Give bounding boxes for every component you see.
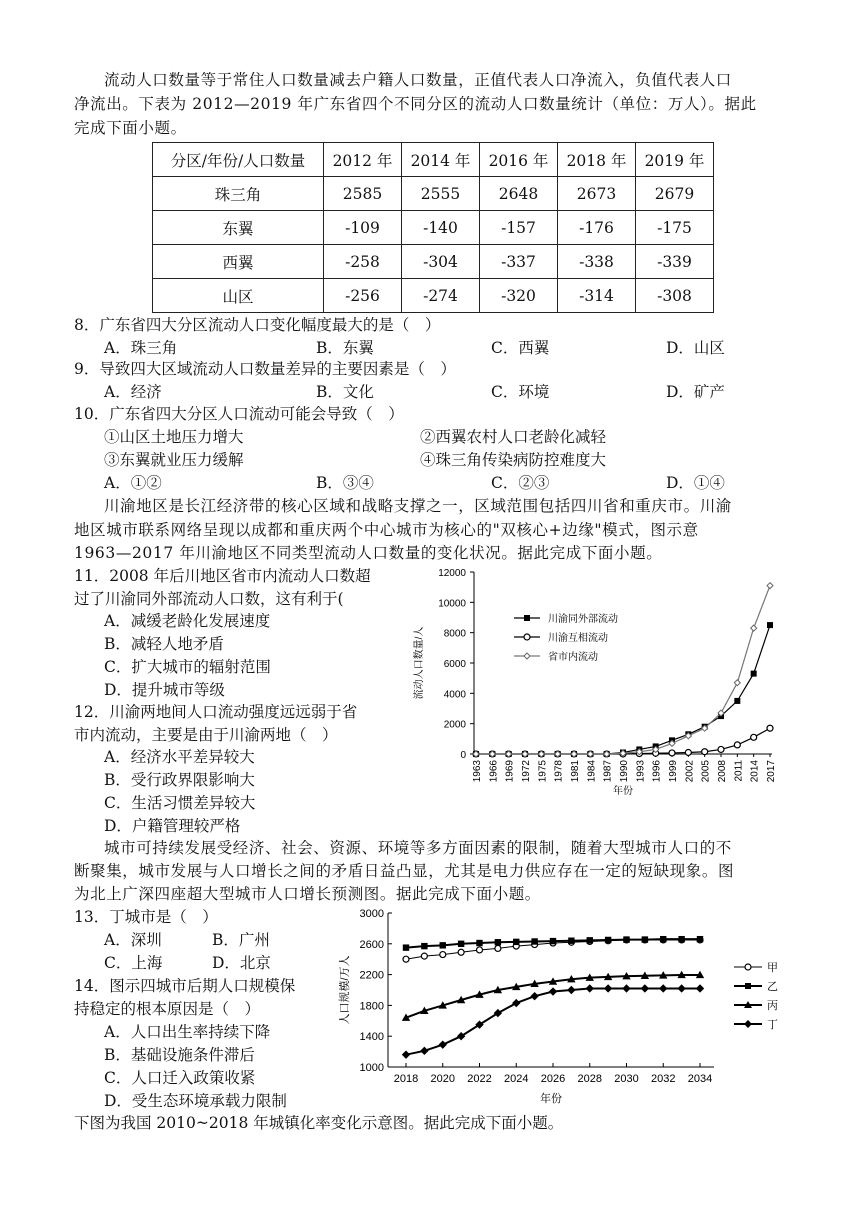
migration-line-chart: [388, 560, 788, 800]
q9-option-c: C．环境: [491, 383, 550, 401]
x-tick-label: 1996: [651, 760, 663, 783]
x-tick-label: 2002: [684, 760, 696, 783]
q10-item-4: ④珠三角传染病防控难度大: [420, 451, 607, 469]
q8-option-a: A．珠三角: [104, 339, 178, 357]
x-axis-title: 年份: [613, 786, 633, 797]
q13-option-a: A．深圳: [104, 931, 162, 949]
data-point: [642, 936, 648, 942]
data-point: [403, 956, 409, 962]
table-cell: 2585: [324, 177, 402, 211]
q14-option-a: A．人口出生率持续下降: [104, 1023, 271, 1041]
x-tick-label: 2028: [577, 1073, 602, 1085]
data-point: [751, 734, 757, 740]
q10-option-c: C．②③: [491, 474, 550, 492]
q11-option-d: D．提升城市等级: [104, 681, 225, 699]
data-point: [669, 750, 675, 756]
y-tick-label: 3000: [359, 908, 384, 920]
y-tick-label: 1000: [359, 1062, 384, 1074]
table-header: 2018 年: [558, 143, 636, 177]
table-cell: -304: [402, 245, 480, 279]
legend-marker: [524, 653, 530, 659]
table-cell: -339: [636, 245, 714, 279]
data-point: [549, 987, 557, 995]
y-tick-label: 6000: [443, 659, 466, 670]
x-tick-label: 1978: [553, 760, 565, 783]
data-point: [586, 984, 594, 992]
q12-option-c: C．生活习惯差异较大: [104, 794, 256, 812]
q8-option-b: B．东翼: [316, 339, 374, 357]
series-line: [476, 586, 770, 754]
y-tick-label: 4000: [443, 689, 466, 701]
data-point: [605, 937, 611, 943]
legend-marker: [744, 1020, 752, 1028]
data-point: [530, 992, 538, 1000]
table-row: [153, 211, 714, 245]
table-cell: -308: [636, 279, 714, 313]
table-header: 2019 年: [636, 143, 714, 177]
intro3-line3: 为北上广深四座超大型城市人口增长预测图。据此完成下面小题。: [74, 885, 541, 903]
data-point: [767, 622, 773, 628]
table-cell: -176: [558, 211, 636, 245]
table-cell: 2648: [480, 177, 558, 211]
x-tick-label: 1981: [570, 760, 581, 783]
data-point: [567, 986, 575, 994]
data-point: [751, 671, 757, 677]
q9-stem: 9．导致四大区域流动人口数量差异的主要因素是（ ）: [74, 360, 456, 378]
y-tick-label: 2600: [359, 938, 384, 951]
table-row: [153, 245, 714, 279]
x-tick-label: 2017: [766, 760, 777, 783]
x-tick-label: 1969: [504, 760, 516, 783]
data-point: [531, 938, 537, 944]
data-point: [751, 625, 757, 631]
q12-option-d: D．户籍管理较严格: [104, 817, 241, 835]
data-point: [734, 698, 740, 704]
intro2-line3: 1963—2017 年川渝地区不同类型流动人口数量的变化状况。据此完成下面小题。: [74, 544, 663, 562]
q14-stem-line2: 持稳定的根本原因是（ ）: [74, 1000, 261, 1018]
table-cell: 珠三角: [153, 177, 324, 211]
data-point: [678, 936, 684, 942]
legend-label: 丁: [767, 1019, 778, 1031]
q10-item-3: ③东翼就业压力缓解: [104, 451, 244, 469]
data-point: [458, 941, 464, 947]
data-point: [734, 742, 740, 748]
intro1-line2: 净流出。下表为 2012—2019 年广东省四个不同分区的流动人口数量统计（单位：万人）。据此: [74, 95, 757, 113]
data-point: [513, 939, 519, 945]
table-header: 2014 年: [402, 143, 480, 177]
q8-stem: 8．广东省四大分区流动人口变化幅度最大的是（ ）: [74, 316, 441, 334]
data-point: [550, 938, 556, 944]
table-cell: -338: [558, 245, 636, 279]
y-tick-label: 1800: [359, 1000, 384, 1013]
q11-option-a: A．减缓老龄化发展速度: [104, 612, 271, 630]
table-cell: 山区: [153, 279, 324, 313]
table-cell: -140: [402, 211, 480, 245]
q14-option-c: C．人口迁入政策收紧: [104, 1069, 256, 1087]
q10-option-b: B．③④: [316, 474, 374, 492]
legend-marker: [745, 964, 751, 970]
q12-stem-line2: 市内流动，主要是由于川渝两地（ ）: [74, 726, 338, 744]
data-point: [734, 680, 740, 686]
legend-marker: [524, 634, 530, 640]
x-tick-label: 2005: [700, 760, 712, 783]
legend-label: 乙: [767, 981, 778, 993]
data-point: [568, 938, 574, 944]
data-point: [677, 984, 685, 992]
data-point: [439, 1040, 447, 1048]
q9-option-b: B．文化: [316, 383, 374, 401]
x-tick-label: 1972: [521, 760, 532, 783]
y-tick-label: 12000: [438, 568, 466, 579]
data-point: [476, 940, 482, 946]
data-point: [767, 583, 773, 589]
series-line: [476, 625, 770, 754]
table-cell: -109: [324, 211, 402, 245]
data-point: [641, 984, 649, 992]
y-tick-label: 2200: [359, 969, 384, 982]
table-cell: 西翼: [153, 245, 324, 279]
q12-stem-line1: 12．川渝两地间人口流动强度远远弱于省: [74, 703, 358, 721]
table-cell: 2673: [558, 177, 636, 211]
x-tick-label: 2022: [467, 1073, 492, 1085]
x-tick-label: 1993: [635, 760, 647, 783]
y-axis-title: 人口规模/万人: [339, 955, 351, 1025]
q11-stem-line2: 过了川渝同外部流动人口数，这有利于(: [74, 590, 344, 608]
x-tick-label: 1987: [602, 760, 614, 783]
intro2-line2: 地区城市联系网络呈现以成都和重庆两个中心城市为核心的"双核心+边缘"模式，图示意: [74, 521, 699, 539]
data-point: [659, 984, 667, 992]
data-point: [696, 984, 704, 992]
x-tick-label: 2014: [749, 760, 761, 783]
intro1-line1: 流动人口数量等于常住人口数量减去户籍人口数量，正值代表人口净流入，负值代表人口: [104, 71, 732, 89]
data-point: [440, 952, 446, 958]
intro3-line2: 断聚集，城市发展与人口增长之间的矛盾日益凸显，尤其是电力供应存在一定的短缺现象。图: [74, 862, 735, 880]
data-point: [697, 936, 703, 942]
table-header: 2016 年: [480, 143, 558, 177]
series-line: [406, 988, 700, 1054]
table-header-row: [153, 143, 714, 177]
y-tick-label: 0: [460, 750, 466, 761]
data-point: [718, 746, 724, 752]
q14-option-b: B．基础设施条件滞后: [104, 1046, 255, 1064]
q10-item-1: ①山区土地压力增大: [104, 428, 244, 446]
x-tick-label: 2011: [733, 760, 745, 782]
x-tick-label: 2020: [430, 1073, 455, 1085]
legend-label: 甲: [767, 962, 778, 974]
q8-option-c: C．西翼: [491, 339, 550, 357]
table-cell: 2679: [636, 177, 714, 211]
y-tick-label: 8000: [443, 628, 466, 640]
data-point: [767, 725, 773, 731]
q9-option-a: A．经济: [104, 383, 162, 401]
legend-label: 省市内流动: [548, 652, 598, 663]
y-tick-label: 10000: [438, 598, 466, 610]
q11-stem-line1: 11．2008 年后川地区省市内流动人口数超: [74, 567, 371, 585]
data-point: [458, 949, 464, 955]
x-tick-label: 2018: [393, 1073, 419, 1085]
table-cell: -175: [636, 211, 714, 245]
q11-option-c: C．扩大城市的辐射范围: [104, 658, 271, 676]
x-tick-label: 2008: [717, 760, 728, 783]
q12-option-b: B．受行政界限影响大: [104, 771, 255, 789]
city-population-line-chart: [330, 905, 790, 1110]
data-point: [660, 936, 666, 942]
data-point: [587, 937, 593, 943]
x-tick-label: 1966: [488, 760, 500, 783]
table-row: [153, 177, 714, 211]
x-tick-label: 1990: [619, 760, 630, 783]
data-point: [495, 939, 501, 945]
data-point: [623, 936, 629, 942]
legend-label: 川渝互相流动: [548, 633, 608, 644]
data-point: [477, 947, 483, 953]
table-cell: -337: [480, 245, 558, 279]
q10-option-d: D．①④: [666, 474, 725, 492]
data-point: [685, 749, 691, 755]
x-tick-label: 2026: [540, 1073, 566, 1085]
data-point: [604, 984, 612, 992]
x-axis-title: 年份: [540, 1093, 562, 1105]
y-tick-label: 2000: [443, 719, 466, 731]
table-cell: -314: [558, 279, 636, 313]
q10-option-a: A．①②: [104, 474, 162, 492]
data-point: [702, 749, 708, 755]
data-point: [440, 942, 446, 948]
q10-stem: 10．广东省四大分区人口流动可能会导致（ ）: [74, 405, 404, 423]
x-tick-label: 2030: [614, 1073, 639, 1085]
table-cell: 东翼: [153, 211, 324, 245]
q13-stem: 13．丁城市是（ ）: [74, 908, 218, 926]
q13-option-b: B．广州: [212, 931, 270, 949]
q9-option-d: D．矿产: [666, 383, 725, 401]
intro2-line1: 川渝地区是长江经济带的核心区域和战略支撑之一，区域范围包括四川省和重庆市。川渝: [104, 497, 732, 515]
data-point: [512, 999, 520, 1007]
x-tick-label: 1984: [586, 760, 598, 783]
x-tick-label: 1963: [472, 760, 483, 783]
q13-option-c: C．上海: [104, 954, 163, 972]
q10-item-2: ②西翼农村人口老龄化减轻: [420, 428, 607, 446]
table-cell: 2555: [402, 177, 480, 211]
x-tick-label: 1999: [668, 760, 679, 783]
data-point: [420, 1047, 428, 1055]
legend-marker: [745, 983, 751, 989]
x-tick-label: 1975: [537, 760, 549, 783]
y-axis-title: 流动人口数量/人: [414, 626, 425, 700]
q12-option-a: A．经济水平差异较大: [104, 748, 255, 766]
intro3-line1: 城市可持续发展受经济、社会、资源、环境等多方面因素的限制，随着大型城市人口的不: [104, 839, 732, 857]
q13-option-d: D．北京: [212, 954, 271, 972]
q11-option-b: B．减轻人地矛盾: [104, 635, 224, 653]
x-tick-label: 2034: [687, 1073, 713, 1085]
table-cell: -274: [402, 279, 480, 313]
table-header: 分区/年份/人口数量: [153, 143, 324, 177]
data-point: [622, 984, 630, 992]
data-point: [421, 953, 427, 959]
legend-label: 川渝同外部流动: [548, 614, 618, 625]
data-point: [402, 1050, 410, 1058]
q14-option-d: D．受生态环境承载力限制: [104, 1092, 287, 1110]
table-cell: -320: [480, 279, 558, 313]
table-cell: -256: [324, 279, 402, 313]
data-point: [403, 944, 409, 950]
q8-option-d: D．山区: [666, 339, 725, 357]
legend-label: 丙: [767, 1000, 778, 1012]
data-point: [495, 945, 501, 951]
closing-line: 下图为我国 2010~2018 年城镇化率变化示意图。据此完成下面小题。: [74, 1114, 564, 1132]
table-header: 2012 年: [324, 143, 402, 177]
population-table: [152, 142, 714, 313]
table-row: [153, 279, 714, 313]
legend-marker: [524, 615, 530, 621]
x-tick-label: 2032: [651, 1073, 676, 1085]
table-cell: -157: [480, 211, 558, 245]
table-cell: -258: [324, 245, 402, 279]
data-point: [421, 943, 427, 949]
y-tick-label: 1400: [359, 1031, 384, 1044]
intro1-line3: 完成下面小题。: [74, 119, 187, 137]
x-tick-label: 2024: [504, 1073, 529, 1085]
q14-stem-line1: 14．图示四城市后期人口规模保: [74, 977, 296, 995]
